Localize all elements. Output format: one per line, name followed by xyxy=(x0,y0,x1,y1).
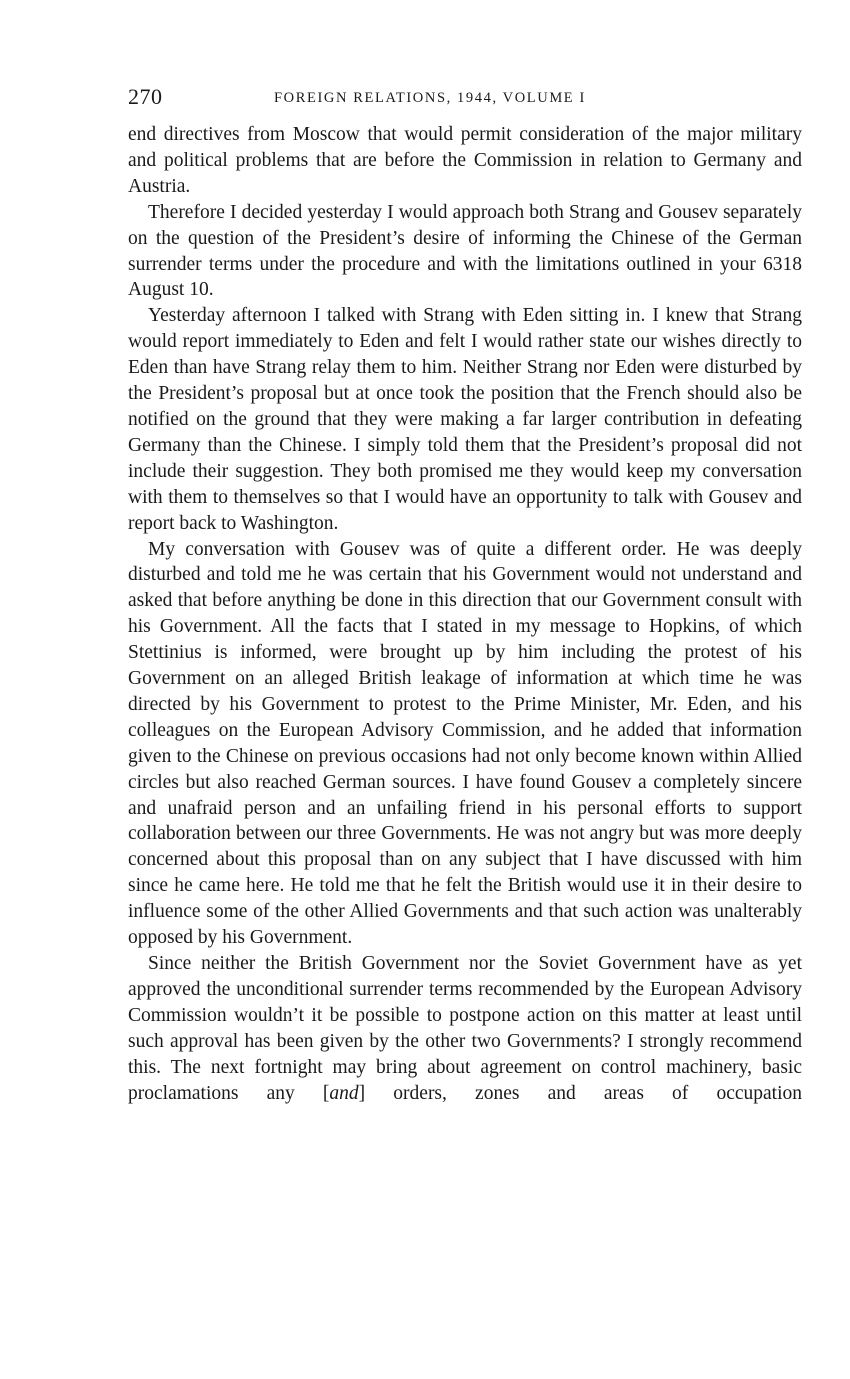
paragraph-2: Therefore I decided yesterday I would approach both Strang and Gousev separately on the question of the President’s desire of informing the Chinese of the German surrender terms under the procedure and with the limitations outlined in your 6318 August 10. xyxy=(128,201,802,301)
paragraph-4: My conversation with Gousev was of quite a different order. He was deeply disturbed and told me he was certain that his Government would not understand and asked that before anything be done in this direction that our Government consult with his Government. All the facts that I stated in my message to Hopkins, of which Stettinius is informed, were brought up by him including the protest of his Government on an alleged British leakage of information at which time he was directed by his Government to protest to the Prime Minister, Mr. Eden, and his colleagues on the European Advisory Commission, and he added that information given to the Chinese on previous occasions had not only become known within Allied circles but also reached German sources. I have found Gousev a completely sincere and unafraid person and an unfailing friend in his personal efforts to support collaboration between our three Governments. He was not angry but was more deeply concerned about this proposal than on any subject that I have discussed with him since he came here. He told me that he felt the British would use it in their desire to influence some of the other Allied Governments and that such action was unalterably opposed by his Government. xyxy=(128,538,802,949)
paragraph-5 xyxy=(128,951,802,1106)
paragraph-3: Yesterday afternoon I talked with Strang with Eden sitting in. I knew that Strang would report immediately to Eden and felt I would rather state our wishes directly to Eden than have Strang relay them to him. Neither Strang nor Eden were disturbed by the President’s proposal but at once took the position that the French should also be notified on the ground that they were making a far larger contribution in defeating Germany than the Chinese. I simply told them that the President’s proposal did not include their suggestion. They both promised me they would keep my conversation with them to themselves so that I would have an opportunity to talk with Gousev and report back to Washington. xyxy=(128,305,802,534)
page-number: 270 xyxy=(128,84,163,109)
page-header xyxy=(128,82,802,122)
paragraph-5-text-after: ] orders, zones and areas of occupation xyxy=(358,1082,802,1104)
paragraph-1: end directives from Moscow that would permit consideration of the major military and political problems that are before the Commission in relation to Germany and Austria. xyxy=(128,124,802,197)
body-text xyxy=(128,122,802,1106)
editorial-insertion: and xyxy=(329,1082,359,1104)
running-head: FOREIGN RELATIONS, 1944, VOLUME I xyxy=(274,90,586,106)
paragraph-5-text-before: Since neither the British Government nor the Soviet Government have as yet approved the unconditional surrender terms recommended by the European Advisory Commission wouldn’t it be possible to postpone action on this matter at least until such approval has been given by the other two Governments? I strongly recommend this. The next fortnight may bring about agreement on control machinery, basic proclamations any [ xyxy=(128,953,802,1104)
document-page xyxy=(128,82,802,1106)
